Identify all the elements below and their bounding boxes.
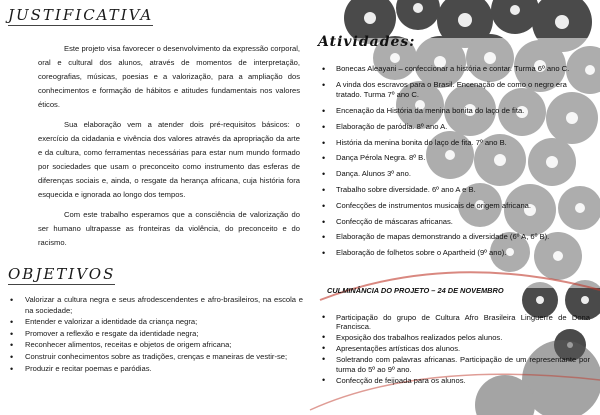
justificativa-heading — [8, 6, 153, 26]
list-item-text: Valorizar a cultura negra e seus afrodescendentes e afro-brasileiros, na escola e na sociedade; — [25, 295, 303, 315]
bullet-icon: • — [322, 137, 326, 148]
list-item-text: Dança. Alunos 3º ano. — [336, 169, 411, 179]
list-item-text: Trabalho sobre diversidade. 6º ano A e B. — [336, 184, 476, 194]
list-item-text: Produzir e recitar poemas e paródias. — [25, 363, 152, 373]
bullet-icon: • — [322, 354, 326, 365]
bullet-icon: • — [322, 106, 326, 116]
bullet-icon: • — [10, 363, 14, 374]
list-item-text: Promover a reflexão e resgate da identidade negra; — [25, 328, 199, 338]
list-item — [8, 352, 303, 363]
objetivos-heading — [8, 265, 115, 285]
list-item — [318, 333, 590, 342]
bullet-icon: • — [322, 184, 326, 195]
list-item-text: Participação do grupo de Cultura Afro Brasileira Linguerre de Dona Francisca. — [336, 313, 590, 332]
list-item-text: Elaboração de mapas demonstrando a diversidade (6º A, 6º B). — [336, 232, 550, 242]
list-item-text: A vinda dos escravos para o Brasil. Encenação de como o negro era tratado. Turma 7º ano C. — [336, 79, 567, 100]
bullet-icon: • — [322, 153, 326, 164]
list-item-text: Construir conhecimentos sobre as tradições, crenças e maneiras de vestir-se; — [25, 351, 288, 361]
bullet-icon: • — [10, 328, 14, 339]
justificativa-paragraph-2: Sua elaboração vem a atender dois pré-requisitos básicos: o exercício da cidadania e vivência dos valores através da apropriação da arte e da cultura, como ferramentas necessárias para estar num mundo formado por sociedades que usam o preconceito como instrumento das esferas de diferenças sociais e, ainda, o resgate da herança africana, cuja história fora esquecida e ignorada ao longo dos tempos. — [38, 120, 300, 199]
objetivos-title: OBJETIVOS — [8, 265, 116, 283]
list-item-text: Reconhecer alimentos, receitas e objetos de origem africana; — [25, 340, 232, 350]
list-item-text: Entender e valorizar a identidade da criança negra; — [25, 317, 198, 327]
bullet-icon: • — [322, 121, 326, 132]
list-item — [318, 106, 590, 116]
bullet-icon: • — [322, 343, 326, 354]
list-item-text: Elaboração de paródia. 8º ano A. — [336, 121, 448, 131]
list-item-text: Confecção de feijoada para os alunos. — [336, 375, 466, 385]
list-item — [318, 64, 590, 74]
list-item — [318, 185, 590, 195]
list-item — [318, 80, 590, 101]
atividades-list — [318, 64, 590, 264]
bullet-icon: • — [10, 317, 14, 328]
culminancia-heading: CULMINÂNCIA DO PROJETO – 24 DE NOVEMBRO — [327, 286, 504, 295]
list-item — [318, 355, 590, 374]
bullet-icon: • — [10, 295, 14, 305]
justificativa-paragraph-1: Este projeto visa favorecer o desenvolvimento da expressão corporal, oral e cultural dos alunos, através de momentos de interpretação, coreografias, músicas, poesias e a valorização, para a ampliação dos conhecimentos e formação de hábitos e atitudes fundamentais nos valores éticos. — [38, 44, 300, 109]
list-item — [318, 153, 590, 163]
list-item — [318, 201, 590, 211]
list-item — [8, 317, 303, 328]
list-item — [8, 364, 303, 375]
bullet-icon: • — [10, 340, 14, 351]
heading-underline — [8, 25, 153, 26]
atividades-heading: Atividades: — [318, 34, 416, 50]
list-item-text: História da menina bonita do laço de fita. 7º ano B. — [336, 137, 507, 147]
list-item — [318, 217, 590, 227]
bullet-icon: • — [322, 169, 326, 180]
justificativa-title: JUSTIFICATIVA — [8, 6, 154, 24]
list-item — [318, 248, 590, 258]
list-item — [318, 376, 590, 385]
list-item — [318, 344, 590, 353]
list-item-text: Exposição dos trabalhos realizados pelos alunos. — [336, 333, 503, 343]
list-item-text: Confecções de instrumentos musicais de origem africana. — [336, 200, 531, 210]
list-item — [318, 138, 590, 148]
list-item — [318, 122, 590, 132]
culminancia-list — [318, 313, 590, 387]
list-item — [8, 295, 303, 316]
list-item-text: Confecção de máscaras africanas. — [336, 216, 453, 226]
list-item-text: Encenação da História da menina bonita do laço de fita. — [336, 106, 525, 115]
list-item-text: Elaboração de folhetos sobre o Apartheid (9º ano). — [336, 248, 507, 258]
list-item — [8, 329, 303, 340]
bullet-icon: • — [10, 351, 14, 362]
bullet-icon: • — [322, 332, 326, 343]
justificativa-paragraph-3: Com este trabalho esperamos que a consciência de valorização do ser humano ultrapasse as fronteiras da violência, do preconceito e do racismo. — [38, 210, 300, 247]
bullet-icon: • — [322, 248, 326, 259]
bullet-icon: • — [322, 216, 326, 227]
objetivos-list — [8, 295, 303, 375]
bullet-icon: • — [322, 64, 326, 74]
list-item — [8, 340, 303, 351]
list-item-text: Apresentações artísticas dos alunos. — [336, 344, 461, 354]
bullet-icon: • — [322, 374, 326, 385]
list-item — [318, 169, 590, 179]
bullet-icon: • — [322, 79, 326, 90]
list-item-text: Bonecas Aleayani – confeccionar a história e contar. Turma 6º ano C. — [336, 64, 570, 73]
heading-underline — [8, 284, 115, 285]
list-item — [318, 232, 590, 242]
bullet-icon: • — [322, 312, 326, 322]
list-item-text: Dança Pérola Negra. 8º B. — [336, 153, 426, 163]
bullet-icon: • — [322, 200, 326, 211]
bullet-icon: • — [322, 232, 326, 243]
list-item — [318, 313, 590, 332]
list-item-text: Soletrando com palavras africanas. Participação de um representante por turma do 5º ao 9º ano. — [336, 355, 590, 374]
